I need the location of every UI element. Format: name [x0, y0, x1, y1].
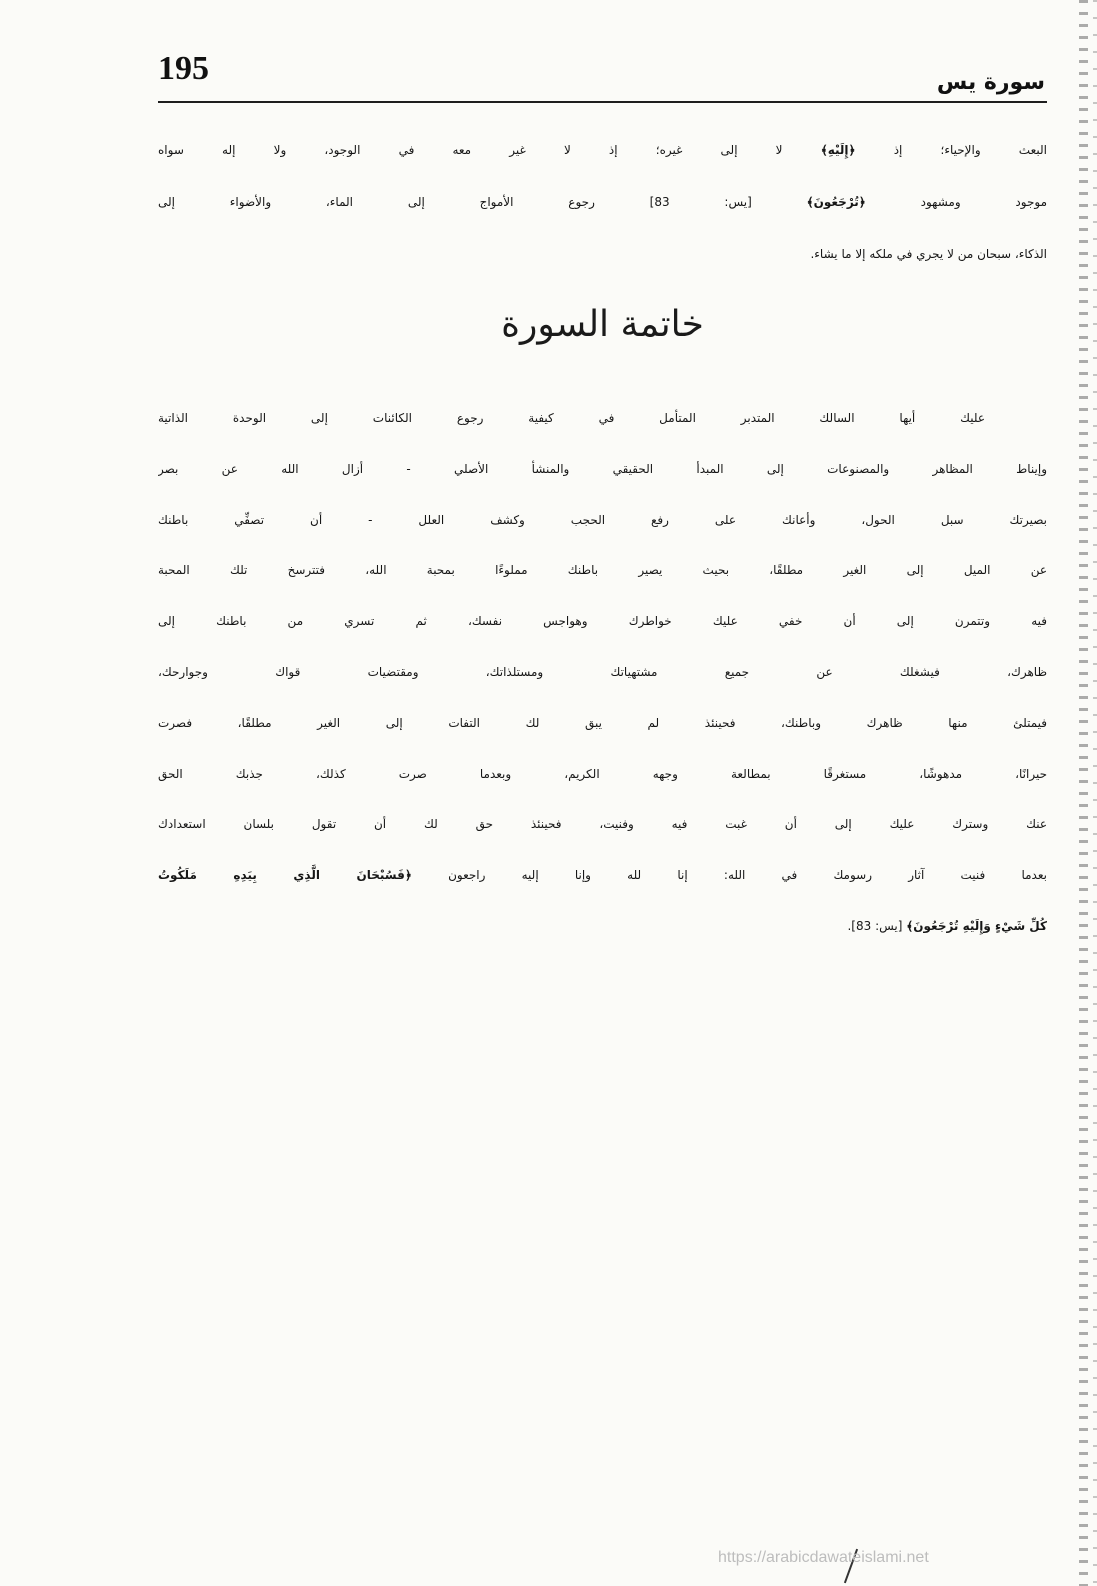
text-line	[158, 799, 1047, 850]
text-segment: فيمتلئ منها ظاهرك وباطنك، فحينئذ لم يبق لك التفات إلى الغير مطلقًا، فصرت	[158, 715, 1047, 730]
quran-quote: ﴿تُرْجَعُونَ﴾	[806, 195, 866, 209]
text-line	[158, 228, 1047, 280]
intro-paragraph	[158, 124, 1047, 280]
quran-quote: ﴿فَسُبْحَانَ الَّذِي بِيَدِهِ مَلَكُوتُ	[158, 868, 412, 883]
text-segment: حيرانًا، مدهوشًا، مستغرقًا بمطالعة وجهه الكريم، وبعدما صرت كذلك، جذبك الحق	[158, 766, 1047, 781]
text-segment: بعدما فنيت آثار رسومك في الله: إنا لله وإنا إليه راجعون	[411, 868, 1047, 883]
text-line	[158, 545, 1047, 596]
text-line	[158, 749, 1047, 800]
text-line	[158, 393, 1047, 444]
text-segment: فيه وتتمرن إلى أن خفي عليك خواطرك وهواجس نفسك، ثم تسري من باطنك إلى	[158, 614, 1047, 629]
text-segment: موجود ومشهود	[865, 195, 1047, 209]
text-line	[158, 850, 1047, 901]
section-title: خاتمة السورة	[501, 304, 704, 345]
text-segment: [يس: 83] رجوع الأمواج إلى الماء، والأضواء إلى	[158, 195, 807, 209]
quran-quote: ﴿إِلَيْهِ﴾	[820, 143, 856, 157]
text-line	[158, 176, 1047, 228]
text-segment: عليك أيها السالك المتدبر المتأمل في كيفية رجوع الكائنات إلى الوحدة الذاتية	[158, 411, 985, 425]
text-segment: عنك وسترك عليك إلى أن غبت فيه وفنيت، فحينئذ حق لك أن تقول بلسان استعدادك	[158, 817, 1047, 832]
text-segment: عن الميل إلى الغير مطلقًا، بحيث يصير باطنك مملوءًا بمحبة الله، فتترسخ تلك المحبة	[158, 563, 1047, 578]
running-title: سورة يس	[936, 70, 1045, 95]
quran-quote: كُلِّ شَيْءٍ وَإِلَيْهِ تُرْجَعُونَ﴾	[906, 918, 1047, 933]
text-line	[158, 444, 1047, 495]
closing-paragraph	[158, 393, 1047, 952]
header-rule	[158, 101, 1047, 103]
source-watermark: https://arabicdawateislami.net	[718, 1549, 929, 1566]
text-segment: ظاهرك، فيشغلك عن جميع مشتهياتك ومستلذاتك، ومقتضيات قواك وجوارحك،	[158, 664, 1047, 679]
text-line	[158, 596, 1047, 647]
scan-edge-artifact	[1079, 0, 1088, 1586]
text-line	[158, 495, 1047, 546]
scan-edge-artifact	[1093, 0, 1097, 1586]
text-line	[158, 124, 1047, 176]
text-line	[158, 647, 1047, 698]
page-number: 195	[158, 50, 209, 87]
text-line	[158, 698, 1047, 749]
text-segment: لا إلى غيره؛ إذ لا غير معه في الوجود، ولا إله سواه	[158, 143, 821, 157]
text-segment: وإيناط المظاهر والمصنوعات إلى المبدأ الحقيقي والمنشأ الأصلي - أزال الله عن بصر	[158, 461, 1047, 476]
text-segment: الذكاء، سبحان من لا يجري في ملكه إلا ما يشاء.	[810, 247, 1047, 261]
text-segment: البعث والإحياء؛ إذ	[855, 143, 1047, 157]
text-line	[158, 901, 1047, 952]
text-segment: [يس: 83].	[847, 918, 907, 933]
text-segment: بصيرتك سبل الحول، وأعانك على رفع الحجب وكشف العلل - أن تصفِّي باطنك	[158, 512, 1047, 527]
